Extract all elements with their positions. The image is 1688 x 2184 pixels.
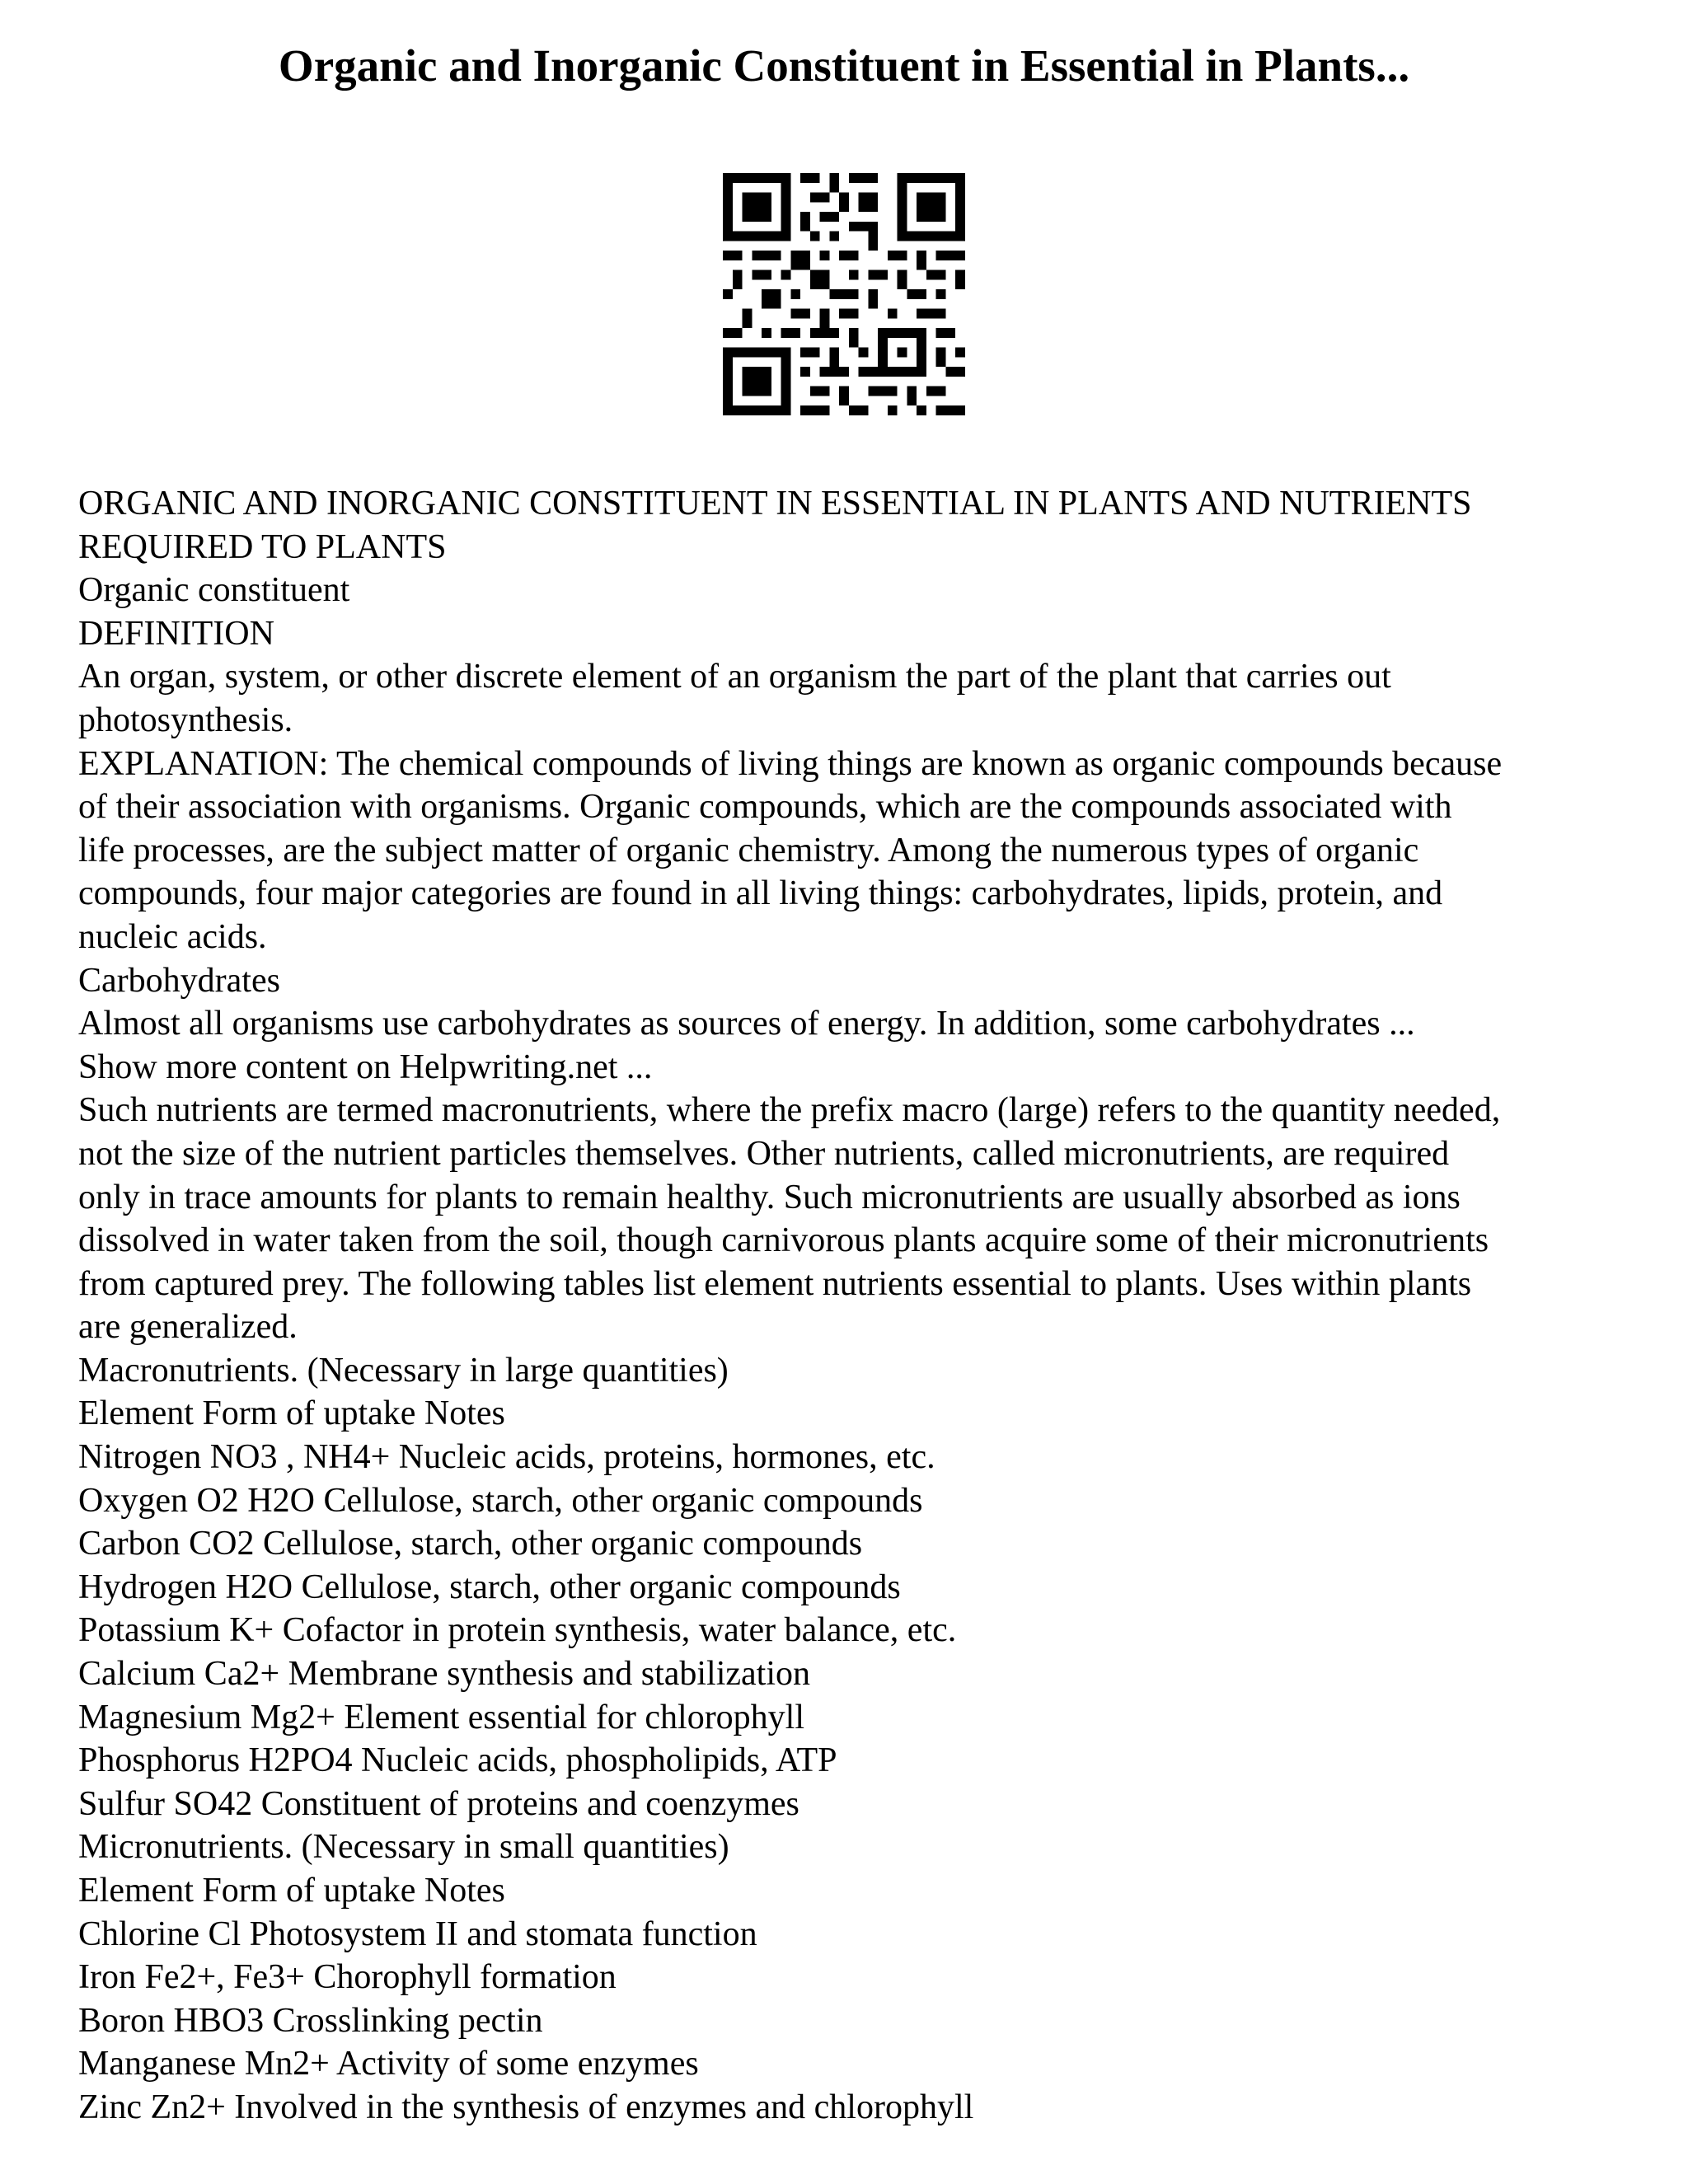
body-line: of their association with organisms. Organic compounds, which are the compounds associated with (78, 788, 1452, 827)
table-row: Potassium K+ Cofactor in protein synthesis, water balance, etc. (78, 1611, 957, 1650)
table-row: Calcium Ca2+ Membrane synthesis and stabilization (78, 1655, 811, 1694)
table-header: Element Form of uptake Notes (78, 1394, 505, 1433)
table-row: Magnesium Mg2+ Element essential for chlorophyll (78, 1698, 805, 1736)
body-line: life processes, are the subject matter of organic chemistry. Among the numerous types of organic (78, 831, 1419, 869)
table-row: Nitrogen NO3 , NH4+ Nucleic acids, proteins, hormones, etc. (78, 1438, 935, 1477)
body-line: Almost all organisms use carbohydrates as sources of energy. In addition, some carbohydrates ... (78, 1005, 1415, 1043)
body-line: from captured prey. The following tables list element nutrients essential to plants. Uses within plants (78, 1264, 1472, 1303)
table-row: Zinc Zn2+ Involved in the synthesis of enzymes and chlorophyll (78, 2088, 974, 2126)
table-row: Chlorine Cl Photosystem II and stomata function (78, 1915, 757, 1953)
qr-code-icon[interactable] (723, 173, 965, 415)
table-row: Phosphorus H2PO4 Nucleic acids, phospholipids, ATP (78, 1741, 837, 1780)
body-line: not the size of the nutrient particles themselves. Other nutrients, called micronutrients, are required (78, 1134, 1450, 1173)
show-more-link[interactable]: Show more content on Helpwriting.net ... (78, 1047, 653, 1086)
table-row: Carbon CO2 Cellulose, starch, other organic compounds (78, 1525, 863, 1563)
section-heading: Macronutrients. (Necessary in large quantities) (78, 1351, 729, 1390)
body-line: only in trace amounts for plants to remain healthy. Such micronutrients are usually absorbed as ions (78, 1178, 1461, 1216)
body-line: EXPLANATION: The chemical compounds of living things are known as organic compounds because (78, 744, 1503, 783)
body-line: Organic constituent (78, 571, 350, 610)
page-title: Organic and Inorganic Constituent in Essential in Plants... (278, 40, 1410, 91)
table-row: Sulfur SO42 Constituent of proteins and coenzymes (78, 1784, 799, 1823)
section-heading: Carbohydrates (78, 961, 280, 1000)
body-line: are generalized. (78, 1308, 298, 1347)
table-row: Hydrogen H2O Cellulose, starch, other organic compounds (78, 1568, 901, 1606)
table-row: Iron Fe2+, Fe3+ Chorophyll formation (78, 1958, 617, 1997)
document-body (78, 482, 1628, 2130)
body-line: dissolved in water taken from the soil, though carnivorous plants acquire some of their micronutrients (78, 1221, 1489, 1260)
body-line: REQUIRED TO PLANTS (78, 527, 447, 566)
body-line: Such nutrients are termed macronutrients, where the prefix macro (large) refers to the quantity needed, (78, 1091, 1501, 1130)
section-heading: Micronutrients. (Necessary in small quantities) (78, 1828, 729, 1867)
body-line: compounds, four major categories are found in all living things: carbohydrates, lipids, protein, and (78, 874, 1443, 913)
body-line: ORGANIC AND INORGANIC CONSTITUENT IN ESSENTIAL IN PLANTS AND NUTRIENTS (78, 485, 1472, 523)
table-row: Boron HBO3 Crosslinking pectin (78, 2001, 543, 2040)
body-line: photosynthesis. (78, 701, 293, 739)
body-line: nucleic acids. (78, 917, 267, 956)
table-header: Element Form of uptake Notes (78, 1872, 505, 1910)
body-line: DEFINITION (78, 614, 274, 653)
table-row: Manganese Mn2+ Activity of some enzymes (78, 2045, 699, 2083)
body-line: An organ, system, or other discrete element of an organism the part of the plant that carries out (78, 658, 1391, 696)
table-row: Oxygen O2 H2O Cellulose, starch, other organic compounds (78, 1481, 923, 1520)
